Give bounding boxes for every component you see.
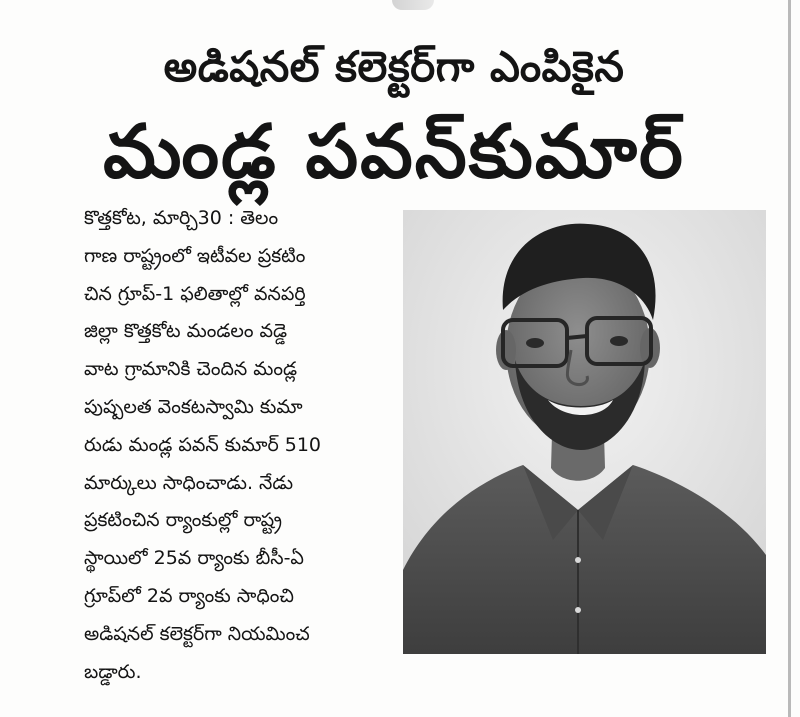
article-body bbox=[84, 200, 400, 691]
article-line: ప్రకటించిన ర్యాంకుల్లో రాష్ట్ర bbox=[84, 509, 282, 532]
portrait-photo bbox=[403, 210, 766, 654]
article-line: మార్కులు సాధించాడు. నేడు bbox=[84, 471, 294, 494]
article-line: వాట గ్రామానికి చెందిన మండ్ల bbox=[84, 358, 298, 381]
article-line: గ్రూప్‌లో 2వ ర్యాంకు సాధించి bbox=[84, 584, 294, 607]
torn-print-mark bbox=[392, 0, 434, 10]
article-line: గాణ రాష్ట్రంలో ఇటీవల ప్రకటిం bbox=[84, 244, 306, 267]
article-line: జిల్లా కొత్తకోట మండలం వడ్డె bbox=[84, 320, 288, 343]
article-line: చిన గ్రూప్-1 ఫలితాల్లో వనపర్తి bbox=[84, 282, 306, 305]
column-rule bbox=[788, 0, 791, 717]
portrait-illustration bbox=[403, 210, 766, 654]
article-line: కొత్తకోట, మార్చి30 : తెలం bbox=[84, 207, 279, 229]
article-line: పుష్పలత వెంకటస్వామి కుమా bbox=[84, 395, 303, 418]
article-line: బడ్డారు. bbox=[84, 660, 142, 683]
headline-name: మండ్ల పవన్‌కుమార్ bbox=[103, 109, 685, 195]
article-line: స్థాయిలో 25వ ర్యాంకు బీసీ-ఏ bbox=[84, 547, 304, 570]
article-line: రుడు మండ్ల పవన్ కుమార్ 510 bbox=[84, 433, 322, 456]
headline-kicker: అడిషనల్ కలెక్టర్‌గా ఎంపికైన bbox=[163, 42, 625, 91]
article-line: అడిషనల్ కలెక్టర్‌గా నియమించ bbox=[84, 622, 310, 645]
